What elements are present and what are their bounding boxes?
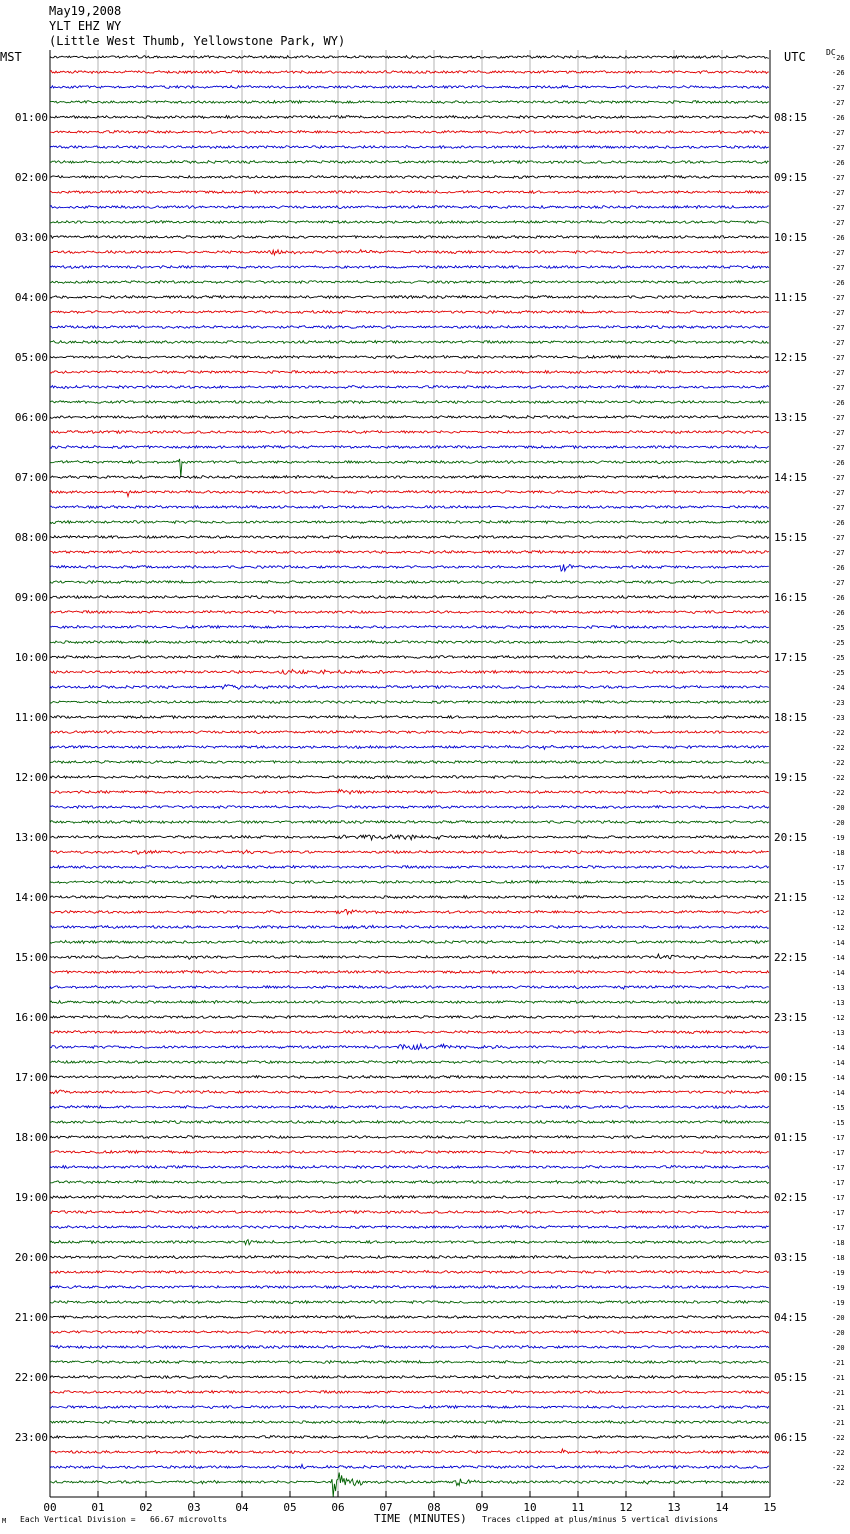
clip-note: Traces clipped at plus/minus 5 vertical divisions (482, 1515, 719, 1524)
mst-hour-label: 13:00 (14, 831, 48, 844)
dc-offset-value: -15 (832, 1119, 845, 1127)
trace-82 (50, 1271, 769, 1274)
dc-offset-value: -17 (832, 1209, 845, 1217)
trace-12 (50, 221, 769, 224)
dc-offset-value: -27 (832, 84, 845, 92)
trace-27 (50, 446, 769, 449)
trace-76 (50, 1181, 769, 1184)
trace-34 (50, 551, 769, 554)
x-tick-label: 04 (235, 1501, 249, 1514)
trace-25 (50, 416, 769, 419)
dc-offset-value: -23 (832, 699, 845, 707)
dc-offset-value: -27 (832, 414, 845, 422)
mst-hour-label: 06:00 (14, 411, 48, 424)
mst-hour-label: 21:00 (14, 1311, 48, 1324)
trace-95 (50, 1464, 769, 1468)
dc-offset-value: -15 (832, 1104, 845, 1112)
dc-offset-value: -26 (832, 564, 845, 572)
trace-19 (50, 326, 769, 329)
dc-offset-value: -18 (832, 1239, 845, 1247)
trace-73 (50, 1136, 769, 1139)
x-tick-label: 11 (571, 1501, 585, 1514)
seismic-traces (50, 56, 769, 1497)
trace-55 (50, 866, 769, 869)
x-tick-label: 00 (43, 1501, 57, 1514)
trace-36 (50, 581, 769, 584)
x-axis-title: TIME (MINUTES) (374, 1512, 467, 1525)
dc-offset-value: -27 (832, 339, 845, 347)
dc-offset-value: -27 (832, 129, 845, 137)
trace-23 (50, 386, 769, 389)
trace-3 (50, 86, 769, 89)
trace-4 (50, 101, 769, 104)
utc-hour-label: 14:15 (774, 471, 808, 484)
dc-offset-value: -13 (832, 1029, 845, 1037)
trace-58 (50, 910, 769, 915)
trace-35 (50, 564, 769, 571)
utc-hour-label: 22:15 (774, 951, 808, 964)
trace-89 (50, 1376, 769, 1379)
dc-offset-value: -27 (832, 309, 845, 317)
mst-hour-label: 20:00 (14, 1251, 48, 1264)
trace-57 (50, 896, 769, 899)
mst-hour-label: 15:00 (14, 951, 48, 964)
trace-71 (50, 1106, 769, 1109)
station-code: YLT EHZ WY (49, 19, 122, 33)
mst-hour-label: 16:00 (14, 1011, 48, 1024)
trace-41 (50, 656, 769, 659)
dc-offset-value: -18 (832, 1254, 845, 1262)
dc-offset-value: -27 (832, 189, 845, 197)
trace-81 (50, 1256, 769, 1259)
dc-offset-value: -21 (832, 1404, 845, 1412)
trace-66 (50, 1031, 769, 1034)
logo-mark: M (2, 1517, 7, 1525)
dc-offset-value: -19 (832, 1284, 845, 1292)
dc-offset-value: -27 (832, 324, 845, 332)
trace-85 (50, 1316, 769, 1319)
trace-69 (50, 1076, 769, 1079)
trace-20 (50, 341, 769, 344)
x-tick-label: 12 (619, 1501, 633, 1514)
utc-hour-label: 04:15 (774, 1311, 808, 1324)
dc-offset-value: -22 (832, 729, 845, 737)
mst-hour-label: 19:00 (14, 1191, 48, 1204)
trace-87 (50, 1346, 769, 1349)
trace-90 (50, 1391, 769, 1394)
dc-offset-value: -21 (832, 1359, 845, 1367)
trace-80 (50, 1240, 769, 1245)
dc-offset-value: -14 (832, 1044, 845, 1052)
trace-45 (50, 716, 769, 719)
utc-hour-label: 20:15 (774, 831, 808, 844)
dc-offset-value: -20 (832, 804, 845, 812)
trace-1 (50, 56, 769, 59)
dc-offset-value: -12 (832, 924, 845, 932)
dc-offset-value: -12 (832, 894, 845, 902)
station-location: (Little West Thumb, Yellowstone Park, WY) (49, 34, 346, 48)
dc-offset-value: -27 (832, 444, 845, 452)
trace-77 (50, 1196, 769, 1199)
dc-offset-value: -26 (832, 279, 845, 287)
trace-26 (50, 431, 769, 434)
dc-offset-value: -21 (832, 1374, 845, 1382)
dc-offset-value: -27 (832, 534, 845, 542)
trace-56 (50, 881, 769, 884)
dc-offset-value: -21 (832, 1389, 845, 1397)
dc-offset-value: -26 (832, 114, 845, 122)
dc-offset-value: -17 (832, 1179, 845, 1187)
utc-hour-label: 21:15 (774, 891, 808, 904)
trace-51 (50, 806, 769, 809)
dc-offset-value: -17 (832, 864, 845, 872)
trace-29 (50, 476, 769, 479)
trace-53 (50, 835, 769, 840)
dc-offset-value: -17 (832, 1194, 845, 1202)
dc-offset-value: -27 (832, 204, 845, 212)
trace-31 (50, 506, 769, 509)
trace-22 (50, 371, 769, 374)
dc-offset-value: -26 (832, 69, 845, 77)
dc-offset-value: -20 (832, 1314, 845, 1322)
dc-offset-value: -17 (832, 1134, 845, 1142)
dc-offset-value: -25 (832, 624, 845, 632)
trace-61 (50, 954, 769, 959)
dc-offset-value: -26 (832, 519, 845, 527)
dc-offset-value: -18 (832, 849, 845, 857)
minute-gridlines (50, 50, 770, 1497)
trace-88 (50, 1361, 769, 1364)
trace-93 (50, 1436, 769, 1439)
trace-63 (50, 986, 769, 990)
mst-hour-label: 09:00 (14, 591, 48, 604)
mst-hour-label: 11:00 (14, 711, 48, 724)
trace-11 (50, 206, 769, 209)
utc-hour-label: 09:15 (774, 171, 808, 184)
trace-5 (50, 116, 769, 119)
dc-offset-value: -17 (832, 1224, 845, 1232)
dc-offset-value: -26 (832, 459, 845, 467)
utc-hour-label: 06:15 (774, 1431, 808, 1444)
trace-70 (50, 1090, 769, 1094)
trace-28 (50, 459, 769, 477)
utc-hour-label: 18:15 (774, 711, 808, 724)
utc-hour-label: 01:15 (774, 1131, 808, 1144)
dc-offset-value: -26 (832, 609, 845, 617)
x-tick-label: 07 (379, 1501, 393, 1514)
dc-offset-value: -27 (832, 549, 845, 557)
dc-offset-value: -26 (832, 594, 845, 602)
trace-64 (50, 1001, 769, 1004)
dc-offset-value: -25 (832, 669, 845, 677)
dc-offset-value: -21 (832, 1419, 845, 1427)
trace-14 (50, 250, 769, 255)
trace-83 (50, 1286, 769, 1289)
trace-92 (50, 1421, 769, 1424)
dc-offset-value: -14 (832, 1059, 845, 1067)
trace-16 (50, 281, 769, 284)
dc-offset-value: -26 (832, 159, 845, 167)
mst-hour-label: 02:00 (14, 171, 48, 184)
dc-offset-value: -27 (832, 489, 845, 497)
trace-91 (50, 1406, 769, 1409)
trace-48 (50, 761, 769, 764)
trace-8 (50, 161, 769, 164)
utc-hour-label: 10:15 (774, 231, 808, 244)
dc-offset-value: -24 (832, 684, 845, 692)
trace-94 (50, 1449, 769, 1454)
trace-59 (50, 925, 769, 928)
trace-52 (50, 821, 769, 824)
mst-hour-label: 07:00 (14, 471, 48, 484)
dc-offset-value: -17 (832, 1149, 845, 1157)
dc-offset-value: -27 (832, 579, 845, 587)
dc-offset-value: -27 (832, 429, 845, 437)
utc-hour-label: 11:15 (774, 291, 808, 304)
dc-offset-value: -27 (832, 504, 845, 512)
trace-33 (50, 536, 769, 539)
trace-65 (50, 1016, 769, 1019)
dc-offset-value: -22 (832, 759, 845, 767)
trace-68 (50, 1061, 769, 1064)
dc-offset-value: -27 (832, 219, 845, 227)
utc-hour-label: 00:15 (774, 1071, 808, 1084)
trace-47 (50, 746, 769, 750)
dc-offset-value: -22 (832, 1479, 845, 1487)
x-tick-label: 01 (91, 1501, 105, 1514)
x-tick-label: 08 (427, 1501, 441, 1514)
x-tick-label: 05 (283, 1501, 297, 1514)
dc-offset-value: -14 (832, 1089, 845, 1097)
x-tick-label: 15 (763, 1501, 777, 1514)
trace-30 (50, 491, 769, 497)
dc-offset-value: -27 (832, 354, 845, 362)
dc-offset-value: -19 (832, 1269, 845, 1277)
dc-offset-value: -22 (832, 1449, 845, 1457)
trace-2 (50, 71, 769, 74)
mst-hour-label: 22:00 (14, 1371, 48, 1384)
dc-offset-value: -25 (832, 654, 845, 662)
mst-hour-label: 04:00 (14, 291, 48, 304)
vertical-scale-note: Each Vertical Division = 66.67 microvolts (20, 1515, 228, 1524)
trace-38 (50, 611, 769, 614)
trace-78 (50, 1211, 769, 1214)
dc-offset-value: -22 (832, 1434, 845, 1442)
trace-50 (50, 789, 769, 794)
trace-15 (50, 266, 769, 269)
trace-67 (50, 1044, 769, 1050)
dc-offset-value: -14 (832, 969, 845, 977)
trace-72 (50, 1121, 769, 1124)
dc-offset-value: -19 (832, 834, 845, 842)
dc-offset-value: -27 (832, 474, 845, 482)
mst-hour-label: 18:00 (14, 1131, 48, 1144)
x-tick-label: 02 (139, 1501, 153, 1514)
dc-offset-value: -26 (832, 234, 845, 242)
utc-hour-label: 17:15 (774, 651, 808, 664)
dc-offset-value: -27 (832, 369, 845, 377)
dc-offset-value: -22 (832, 1464, 845, 1472)
utc-hour-label: 23:15 (774, 1011, 808, 1024)
trace-39 (50, 626, 769, 629)
dc-offset-value: -20 (832, 1344, 845, 1352)
trace-6 (50, 131, 769, 134)
dc-offset-value: -27 (832, 99, 845, 107)
trace-17 (50, 296, 769, 299)
trace-62 (50, 971, 769, 974)
utc-hour-label: 15:15 (774, 531, 808, 544)
dc-offset-value: -14 (832, 939, 845, 947)
x-tick-label: 09 (475, 1501, 489, 1514)
trace-43 (50, 685, 769, 690)
utc-hour-label: 12:15 (774, 351, 808, 364)
x-tick-label: 13 (667, 1501, 681, 1514)
mst-hour-label: 10:00 (14, 651, 48, 664)
trace-13 (50, 236, 769, 239)
trace-40 (50, 641, 769, 644)
mst-hour-label: 17:00 (14, 1071, 48, 1084)
trace-32 (50, 521, 769, 524)
dc-offset-value: -27 (832, 384, 845, 392)
mst-timezone-label: MST (0, 50, 22, 64)
dc-offset-value: -23 (832, 714, 845, 722)
dc-offset-value: -26 (832, 54, 845, 62)
dc-offset-value: -22 (832, 774, 845, 782)
dc-offset-value: -14 (832, 954, 845, 962)
trace-60 (50, 941, 769, 944)
trace-18 (50, 311, 769, 314)
dc-offset-value: -27 (832, 264, 845, 272)
utc-hour-label: 05:15 (774, 1371, 808, 1384)
trace-21 (50, 356, 769, 359)
x-tick-label: 06 (331, 1501, 345, 1514)
mst-hour-label: 05:00 (14, 351, 48, 364)
dc-offset-value: -13 (832, 999, 845, 1007)
dc-offset-value: -12 (832, 1014, 845, 1022)
mst-hour-label: 01:00 (14, 111, 48, 124)
trace-49 (50, 776, 769, 779)
trace-46 (50, 731, 769, 734)
utc-hour-label: 13:15 (774, 411, 808, 424)
x-tick-label: 10 (523, 1501, 537, 1514)
trace-79 (50, 1226, 769, 1229)
dc-offset-header: DC (826, 48, 836, 57)
trace-9 (50, 176, 769, 179)
dc-offset-value: -27 (832, 174, 845, 182)
mst-hour-label: 12:00 (14, 771, 48, 784)
dc-offset-value: -22 (832, 789, 845, 797)
x-tick-label: 14 (715, 1501, 729, 1514)
dc-offset-value: -20 (832, 819, 845, 827)
time-axis (43, 1491, 776, 1514)
utc-hour-label: 03:15 (774, 1251, 808, 1264)
trace-37 (50, 596, 769, 599)
mst-hour-label: 08:00 (14, 531, 48, 544)
dc-offset-value: -20 (832, 1329, 845, 1337)
utc-timezone-label: UTC (784, 50, 806, 64)
dc-offset-value: -14 (832, 1074, 845, 1082)
dc-offset-value: -15 (832, 879, 845, 887)
dc-offset-value: -12 (832, 909, 845, 917)
dc-offset-value: -26 (832, 399, 845, 407)
mst-hour-label: 23:00 (14, 1431, 48, 1444)
trace-42 (50, 670, 769, 675)
x-tick-label: 03 (187, 1501, 201, 1514)
trace-24 (50, 401, 769, 404)
trace-7 (50, 146, 769, 149)
dc-offset-value: -25 (832, 639, 845, 647)
dc-offset-value: -17 (832, 1164, 845, 1172)
trace-44 (50, 701, 769, 704)
trace-84 (50, 1301, 769, 1304)
trace-54 (50, 850, 769, 854)
trace-10 (50, 191, 769, 194)
trace-96 (50, 1473, 769, 1498)
mst-hour-label: 14:00 (14, 891, 48, 904)
utc-hour-label: 02:15 (774, 1191, 808, 1204)
dc-offset-value: -27 (832, 144, 845, 152)
dc-offset-value: -27 (832, 294, 845, 302)
utc-hour-label: 19:15 (774, 771, 808, 784)
mst-hour-label: 03:00 (14, 231, 48, 244)
trace-74 (50, 1151, 769, 1154)
dc-offset-value: -19 (832, 1299, 845, 1307)
dc-offset-value: -13 (832, 984, 845, 992)
dc-offset-value: -22 (832, 744, 845, 752)
utc-hour-label: 08:15 (774, 111, 808, 124)
utc-hour-label: 16:15 (774, 591, 808, 604)
trace-86 (50, 1331, 769, 1334)
chart-date: May19,2008 (49, 4, 122, 18)
trace-75 (50, 1166, 769, 1169)
dc-offset-value: -27 (832, 249, 845, 257)
